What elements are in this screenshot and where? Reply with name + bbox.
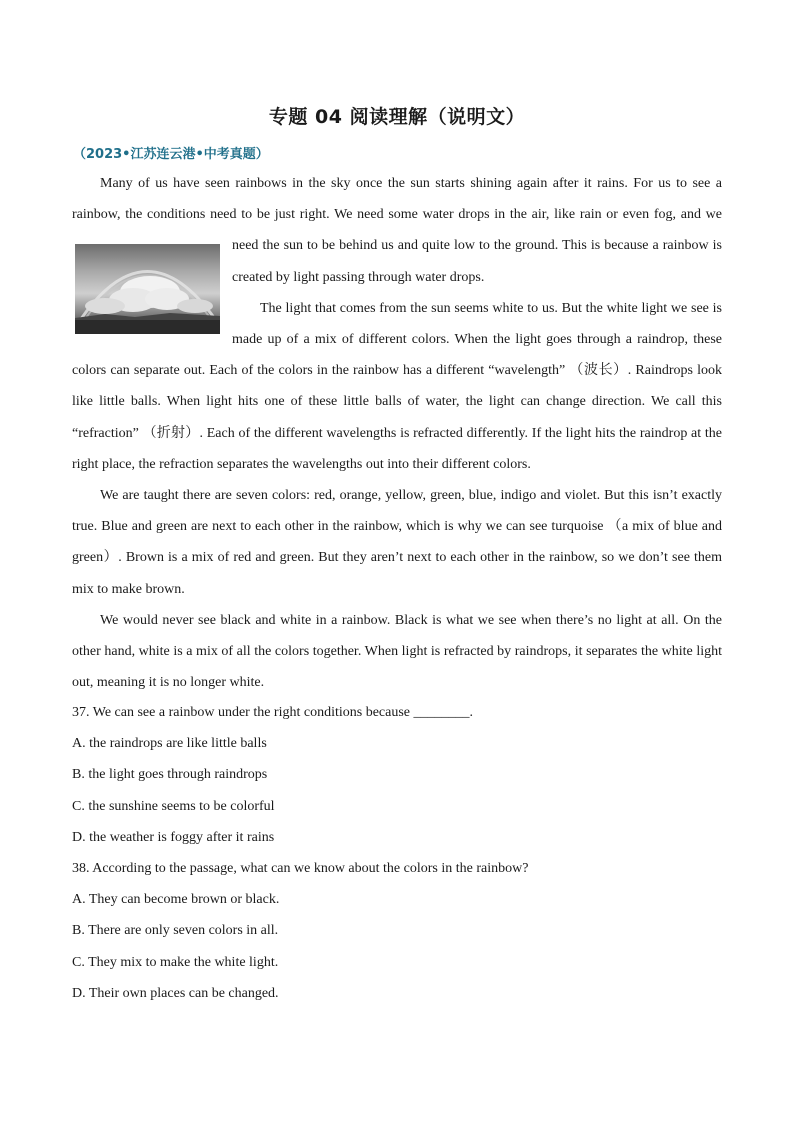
- question-37-stem: 37. We can see a rainbow under the right conditions because ________.: [72, 705, 474, 720]
- question-37-option-d: D. the weather is foggy after it rains: [72, 829, 275, 845]
- question-37-option-b: B. the light goes through raindrops: [72, 767, 268, 783]
- question-38-option-b: B. There are only seven colors in all.: [72, 923, 279, 939]
- paragraph-1-end: and we need the sun to be behind us and quite low to the ground. This is because a rainbow is created by light passing through water drops.: [232, 207, 722, 285]
- question-37-option-a: A. the raindrops are like little balls: [72, 736, 267, 752]
- question-38-option-c: C. They mix to make the white light.: [72, 954, 279, 970]
- rainbow-photo: [75, 244, 220, 334]
- paragraph-3: We are taught there are seven colors: red, orange, yellow, green, blue, indigo and violet. But this isn’t exactly true. Blue and green are next to each other in the rainbow, which is why we can see turquoise （a mix of blue and green）. Brown is a mix of red and green. But they aren’t next to each other in the rainbow, so we don’t see them mix to make brown.: [72, 488, 722, 597]
- page-title: 专题 04 阅读理解（说明文）: [268, 106, 526, 128]
- paragraph-2: The light that comes from the sun seems white to us. But the white light we see is made up of a mix of different colors. When the light goes through a raindrop, these colors can separate out. Each of the colors in the rainbow has a different “wavelength” （波长）. Raindrops look like little balls. When light hits one of these little balls of water, the light can change direction. We call this “refraction” （折射）. Each of the different wavelengths is refracted differently. If the light hits the raindrop at the right place, the refraction separates the wavelengths out into their different colors.: [72, 300, 722, 472]
- reading-passage: [72, 168, 722, 698]
- question-37-option-c: C. the sunshine seems to be colorful: [72, 798, 275, 814]
- question-list: [72, 697, 722, 1009]
- question-38-option-d: D. Their own places can be changed.: [72, 985, 279, 1001]
- paragraph-4: We would never see black and white in a rainbow. Black is what we see when there’s no light at all. On the other hand, white is a mix of all the colors together. When light is refracted by raindrops, it separates the white light out, meaning it is no longer white.: [72, 612, 722, 691]
- question-38-option-a: A. They can become brown or black.: [72, 892, 280, 908]
- question-38-stem: 38. According to the passage, what can we know about the colors in the rainbow?: [72, 860, 529, 876]
- exam-source: （2023•江苏连云港•中考真题）: [73, 147, 269, 162]
- paragraph-1: [72, 168, 722, 293]
- paragraph-1-start: Many of us have seen rainbows in the sky once the sun starts shining again after it rains. For us to see a rainbow, the conditions need to be just right. We need some water drops in the air, like rain or even fog,: [72, 176, 722, 223]
